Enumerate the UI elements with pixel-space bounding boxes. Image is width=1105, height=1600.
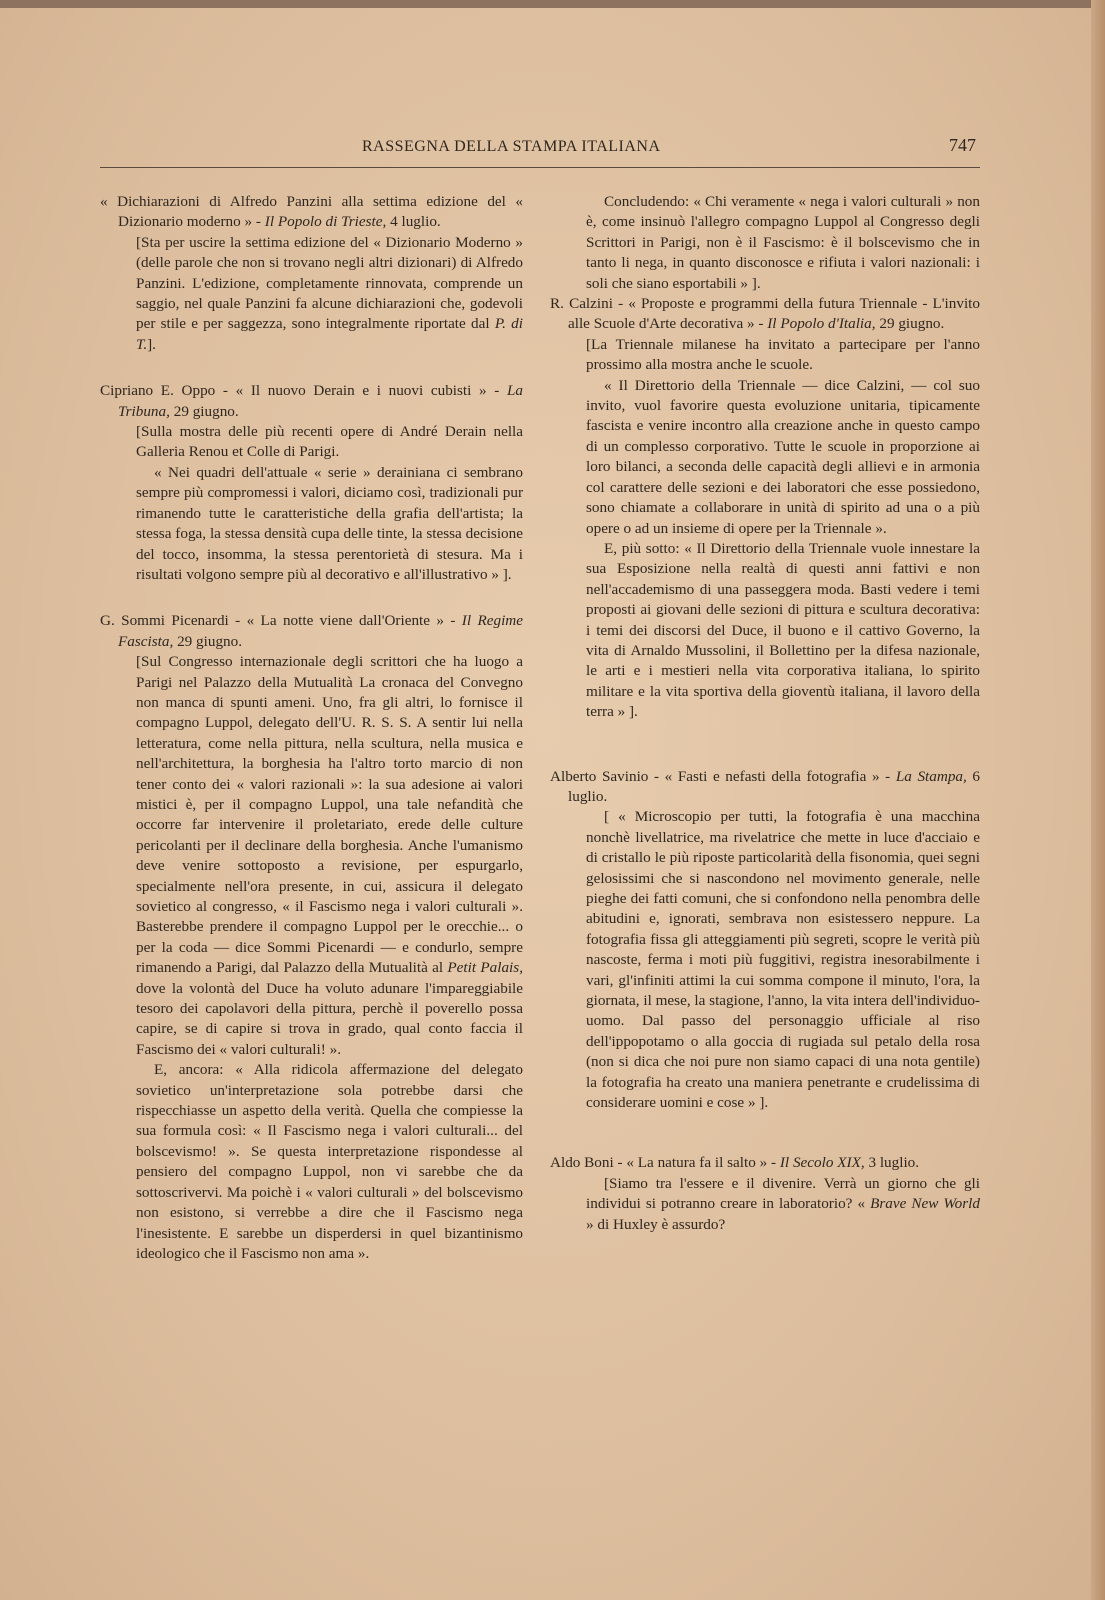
- citation-text: Alberto Savinio - « Fasti e nefasti della fotografia » -: [550, 767, 896, 785]
- page-number: 747: [949, 135, 976, 155]
- scan-right-edge: [1091, 0, 1105, 1600]
- body-text-end: dove la volontà del Duce ha voluto adunare l'impareggiabile tesoro dei capolavori della pittura, perchè il poverello possa capire, se di capire si trova in grado, qual conto faccia il Fascismo dei « valori culturali! ».: [136, 979, 523, 1058]
- body-text: [Sta per uscire la settima edizione del « Dizionario Moderno » (delle parole che non si trovano negli altri dizionari) di Alfredo Panzini. L'edizione, completamente rinnovata, comprende un saggio, nel quale Panzini fa alcune dichiarazioni che, godevoli per stile e per saggezza, sono integralmente riportate dal: [136, 233, 523, 333]
- body-source: P. di T.: [136, 315, 523, 353]
- citation-source: La Tribuna,: [118, 382, 523, 420]
- entry-paragraph: E, più sotto: « Il Direttorio della Triennale vuole innestare la sua Esposizione nella realtà di questi anni fattivi e non nell'accademismo di una passeggera moda. Basti vedere i temi proposti ai giovani delle sezioni di pittura e scultura decorativa: i temi dei discorsi del Duce, il buono e il cattivo Governo, la vita di Arnaldo Mussolini, il Bollettino per la difesa nazionale, le arti e i mestieri nella vita corporativa italiana, lo spirito militare e la vita sportiva della gioventù italiana, il lavoro della terra » ].: [586, 539, 980, 721]
- page-header: [100, 128, 980, 168]
- entry-citation: [550, 1153, 980, 1173]
- citation-text: Aldo Boni - « La natura fa il salto » -: [550, 1154, 780, 1172]
- entry-boni: [550, 1153, 980, 1235]
- body-text-end: ].: [147, 335, 156, 353]
- body-text: [Siamo tra l'essere e il divenire. Verrà un giorno che gli individui si potranno creare in laboratorio? «: [586, 1174, 980, 1213]
- entry-paragraph: « Il Direttorio della Triennale — dice Calzini, — col suo invito, vuol favorire questa evoluzione unitaria, tipicamente fascista e venire incontro alla creazione anche in questo campo di un complesso corporativo. Tutte le scuole in proporzione ai loro bilanci, a seconda delle capacità degli allievi e in armonia col carattere delle sezioni e dei laboratori che esse possiedono, sono chiamate a collaborare in unità di spirito ad una o a più opere o ad un insieme di opere per la Triennale ».: [586, 376, 980, 537]
- citation-text: G. Sommi Picenardi - « La notte viene dall'Oriente » -: [100, 612, 462, 630]
- entry-sommi-picenardi: [100, 611, 523, 1264]
- entry-oppo: [100, 381, 523, 585]
- citation-source: Il Popolo d'Italia,: [767, 315, 876, 333]
- entry-paragraph: « Nei quadri dell'attuale « serie » derainiana ci sembrano sempre più compromessi i valori, diciamo così, tradizionali pur rimanendo tutte le caratteristiche della grafia dell'artista; la stessa foga, la stessa densità cupa delle tinte, la stessa decisione del tocco, insomma, la stessa perentorietà di stesura. Ma i risultati volgono sempre più al decorativo e all'illustrativo » ].: [136, 463, 523, 583]
- entry-conclusion: Concludendo: « Chi veramente « nega i valori culturali » non è, come insinuò l'allegro compagno Luppol al Congresso degli Scrittori in Parigi, non è il Fascismo: è il bolscevismo che in tanto li nega, in quanto disconosce e rifiuta i valori nazionali: i soli che siano esportabili » ].: [586, 193, 980, 292]
- entry-paragraph: [ « Microscopio per tutti, la fotografia è una macchina nonchè livellatrice, ma rivelatrice che mette in luce d'acciaio e di cristallo le più riposte particolarità della fisonomia, quei segni gelosissimi che si nascondono nel movimento generale, nelle pieghe dei fatti comuni, che si confondono nella penombra delle abitudini e, ignorati, sembrava non esistessero neppure. La fotografia fissa gli atteggiamenti più segreti, scopre le verità più nascoste, ferma i moti più fuggitivi, registra inesorabilmente i vari, gl'infiniti attimi la cui somma compone il minuto, l'ora, la giornata, il mese, la stagione, l'anno, la vita intera dell'individuo-uomo. Dal passo del personaggio ufficiale al riso dell'ippopotamo o alla goccia di rugiada sul petalo della rosa (non si dica che noi pure non siamo capaci di una nota gentile) la fotografia ha creato una maniera penetrante e crudelissima di considerare uomini e cose » ].: [586, 808, 980, 1112]
- citation-text: « Dichiarazioni di Alfredo Panzini alla settima edizione del « Dizionario moderno » -: [100, 193, 523, 231]
- entry-savinio: [550, 767, 980, 1114]
- entry-paragraph: E, ancora: « Alla ridicola affermazione del delegato sovietico un'interpretazione sola potrebbe darsi che rispecchiasse un aspetto della verità. Quella che compiesse la sua formula così: « Il Fascismo nega i valori culturali... del bolscevismo! ». Se questa interpretazione rispondesse al pensiero del compagno Luppol, non vi sarebbe che da sottoscrivervi. Ma poichè i « valori culturali » del bolscevismo non esistono, si verrebbe a dire che il Fascismo nega l'inesistente. E sarebbe un disperdersi in quel bizantinismo ideologico che il Fascismo non ama ».: [136, 1061, 523, 1262]
- entry-citation: [100, 192, 523, 233]
- citation-text: Cipriano E. Oppo - « Il nuovo Derain e i nuovi cubisti » -: [100, 382, 507, 400]
- entry-paragraph: [550, 1174, 980, 1235]
- entry-paragraph: [La Triennale milanese ha invitato a partecipare per l'anno prossimo alla mostra anche le scuole.: [586, 335, 980, 374]
- entry-paragraph: [Sulla mostra delle più recenti opere di André Derain nella Galleria Renou et Colle di Parigi.: [136, 423, 523, 461]
- body-italic: Petit Palais,: [447, 959, 523, 977]
- citation-source: La Stampa,: [895, 767, 967, 785]
- entry-citation: [100, 611, 523, 652]
- entry-paragraph: [100, 652, 523, 1060]
- entry-body: [100, 233, 523, 355]
- citation-source: Il Secolo XIX,: [779, 1154, 865, 1172]
- citation-date: 29 giugno.: [173, 632, 243, 650]
- citation-date: 29 giugno.: [875, 315, 945, 333]
- citation-date: 4 luglio.: [386, 213, 441, 231]
- body-text: [Sul Congresso internazionale degli scrittori che ha luogo a Parigi nel Palazzo della Mutualità La cronaca del Convegno non manca di spunti ameni. Uno, fra gli altri, lo fornisce il compagno Luppol, delegato dell'U. R. S. S. A sentir lui nella letteratura, come nella pittura, nella scultura, nella musica e nell'architettura, la borghesia ha l'altro torto marcio di non tener conto dei « valori razionali »: la sua adesione ai valori mistici è, per il compagno Luppol, una tale nefandità che occorre far intervenire il proletariato, erede delle culture pericolanti per il declinare della borghesia. Anche l'umanismo deve venire sottoposto a revisione, per espurgarlo, specialmente nell'ora presente, in cui, assicura il delegato sovietico al congresso, « il Fascismo nega i valori culturali ». Basterebbe prendere il compagno Luppol per le orecchie... o per la coda — dice Sommi Picenardi — e condurlo, sempre rimanendo a Parigi, dal Palazzo della Mutualità al: [136, 653, 523, 977]
- citation-date: 6 luglio.: [568, 767, 981, 805]
- scan-top-strip: [0, 0, 1105, 8]
- entry-citation: [550, 767, 980, 808]
- right-column: [550, 192, 980, 1261]
- body-italic: Brave New World: [870, 1195, 980, 1213]
- body-text-end: » di Huxley è assurdo?: [586, 1215, 726, 1233]
- citation-source: Il Regime Fascista,: [118, 612, 523, 650]
- citation-date: 3 luglio.: [864, 1154, 920, 1172]
- header-rule: [100, 167, 980, 168]
- citation-text: R. Calzini - « Proposte e programmi della futura Triennale - L'invito alle Scuole d'Arte decorativa » -: [550, 295, 980, 333]
- entry-calzini: [550, 294, 980, 723]
- entry-citation: [100, 381, 523, 422]
- running-title: RASSEGNA DELLA STAMPA ITALIANA: [362, 138, 661, 155]
- citation-date: 29 giugno.: [169, 402, 239, 420]
- left-column: [100, 192, 523, 1290]
- citation-source: Il Popolo di Trieste,: [264, 213, 387, 231]
- entry-citation: [550, 294, 980, 335]
- entry-panzini: [100, 192, 523, 355]
